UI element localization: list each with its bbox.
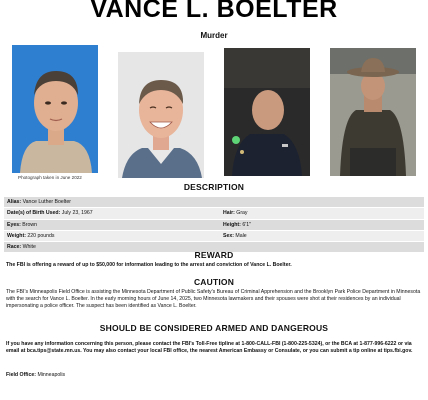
eyes-value: Brown (22, 221, 38, 228)
table-row (4, 219, 424, 230)
description-table (4, 196, 424, 252)
table-row (4, 208, 424, 219)
weight-value: 220 pounds (27, 233, 55, 240)
table-row (4, 230, 424, 241)
crime-label: Murder (200, 31, 228, 40)
poster-title: VANCE L. BOELTER (90, 0, 338, 23)
hair-value: Gray (236, 210, 248, 217)
alias-label: Alias: (7, 199, 22, 206)
dob-label: Date(s) of Birth Used: (7, 210, 61, 217)
photo-caption: Photograph taken in June 2022 (18, 175, 82, 180)
dob-value: July 23, 1967 (61, 210, 93, 217)
reward-heading: REWARD (194, 250, 234, 260)
photo-headshot-smiling (118, 52, 204, 178)
reward-text: The FBI is offering a reward of up to $50,000 for information leading to the arrest and conviction of Vance L. Boelter. (6, 262, 292, 268)
sex-label: Sex: (223, 233, 234, 240)
contact-text: If you have any information concerning this person, please contact the FBI's Toll-Free tipline at 1-800-CALL-FBI (1-800-225-5324), or the BCA at 1-877-996-6222 or via email at bca.tips@state.mn.us. You may also contact your local FBI office, the nearest American Embassy or Consulate, or you can submit a tip online at tips.fbi.gov. (6, 341, 413, 354)
field-office-value: Minneapolis (37, 372, 66, 378)
alias-value: Vance Luther Boelter (22, 199, 71, 206)
weight-label: Weight: (7, 233, 26, 240)
photo-headshot-blue (12, 45, 98, 173)
photo-surveillance-hat (330, 48, 416, 176)
photo-surveillance-night (224, 48, 310, 176)
race-value: White (22, 244, 36, 251)
race-label: Race: (7, 244, 22, 251)
height-label: Height: (223, 221, 241, 228)
caution-text: The FBI's Minneapolis Field Office is assisting the Minnesota Department of Public Safety's Bureau of Criminal Apprehension and the Brooklyn Park Police Department in Minnesota with the search for Vance L. Boelter. In the early morning hours of June 14, 2025, two Minnesota lawmakers and their spouses were shot at their residences by an individual impersonating a police officer. The suspect has been identified as Vance L. Boelter. (6, 289, 421, 309)
table-row (4, 197, 424, 208)
hair-label: Hair: (223, 210, 235, 217)
caution-heading: CAUTION (193, 277, 235, 287)
eyes-label: Eyes: (7, 221, 21, 228)
field-office (6, 372, 65, 378)
sex-value: Male (235, 233, 247, 240)
height-value: 6'1" (242, 221, 251, 228)
field-office-label: Field Office: (6, 372, 36, 378)
armed-warning-heading: SHOULD BE CONSIDERED ARMED AND DANGEROUS (99, 323, 329, 333)
description-heading: DESCRIPTION (183, 182, 245, 192)
